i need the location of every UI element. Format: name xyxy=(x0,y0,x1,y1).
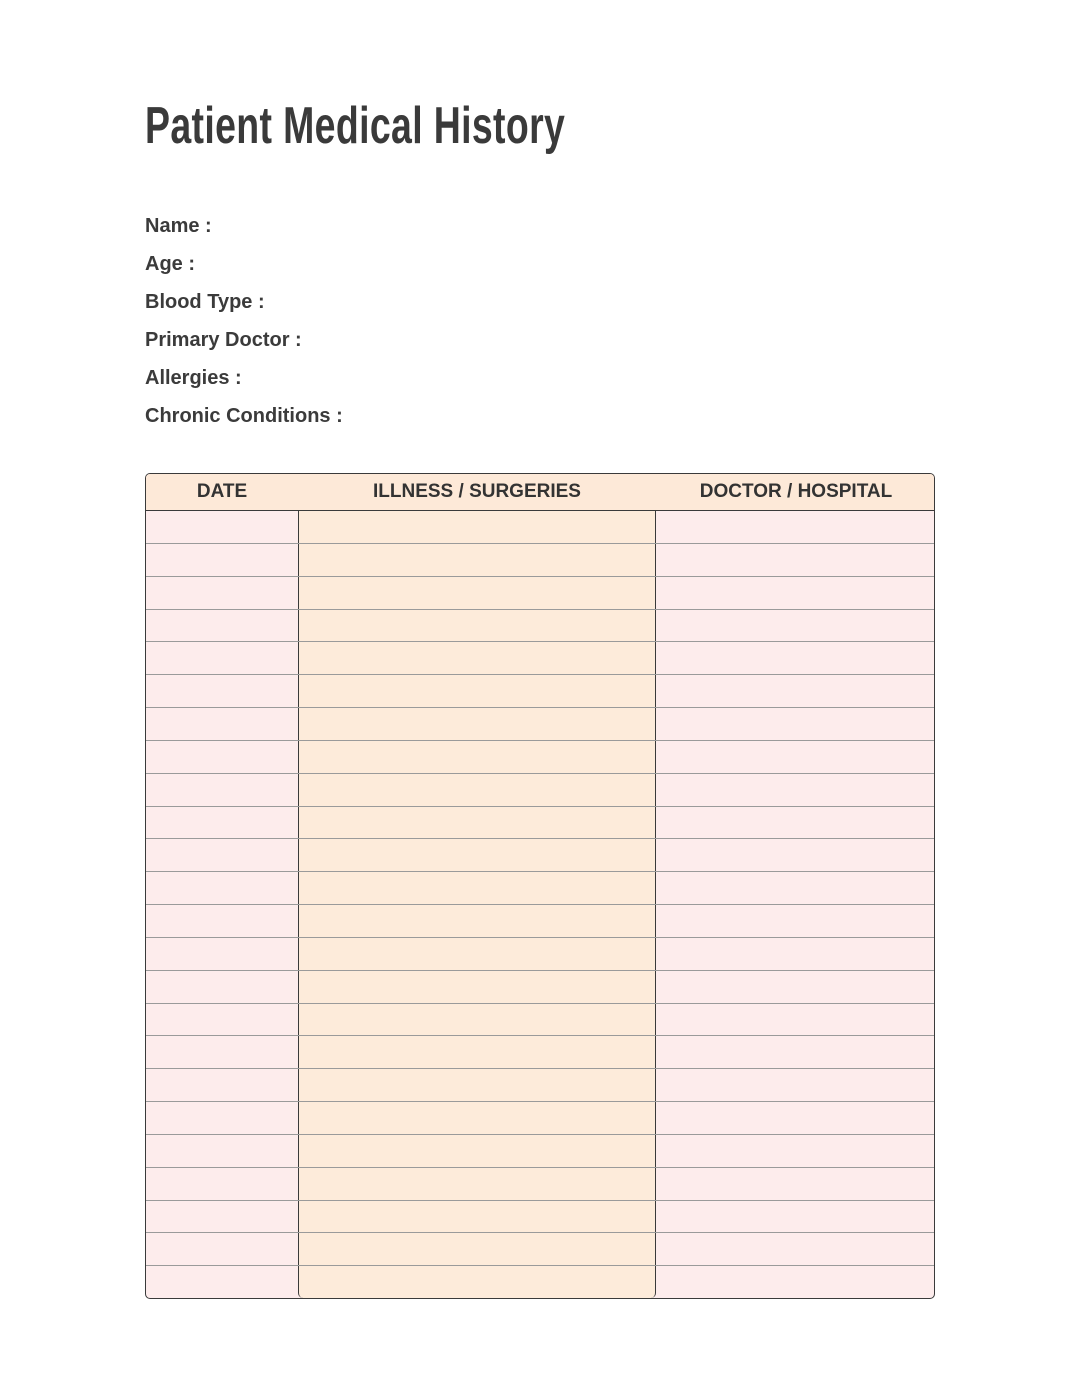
field-name-label: Name : xyxy=(145,215,212,237)
table-row-rule xyxy=(146,1068,934,1069)
table-row-rule xyxy=(146,674,934,675)
table-row-rule xyxy=(146,904,934,905)
patient-info-fields xyxy=(145,212,343,440)
field-chronic-conditions-label: Chronic Conditions : xyxy=(145,405,343,427)
table-row-rule xyxy=(146,1101,934,1102)
table-header xyxy=(146,474,934,511)
field-blood-type-label: Blood Type : xyxy=(145,291,265,313)
table-rows xyxy=(146,510,934,1298)
field-allergies-label: Allergies : xyxy=(145,367,242,389)
table-row-rule xyxy=(146,609,934,610)
table-row-rule xyxy=(146,576,934,577)
table-row-rule xyxy=(146,937,934,938)
table-row-rule xyxy=(146,806,934,807)
table-row-rule xyxy=(146,543,934,544)
medical-history-table xyxy=(145,473,935,1299)
table-row-rule xyxy=(146,1167,934,1168)
table-row-rule xyxy=(146,1265,934,1266)
table-row-rule xyxy=(146,871,934,872)
column-header-date: DATE xyxy=(196,481,248,502)
field-primary-doctor-label: Primary Doctor : xyxy=(145,329,302,351)
table-row-rule xyxy=(146,1003,934,1004)
page-title: Patient Medical History xyxy=(145,97,566,155)
table-row-rule xyxy=(146,970,934,971)
column-header-illness-surgeries: ILLNESS / SURGERIES xyxy=(373,481,581,502)
table-row-rule xyxy=(146,1200,934,1201)
table-row-rule xyxy=(146,1134,934,1135)
table-row-rule xyxy=(146,773,934,774)
table-row-rule xyxy=(146,641,934,642)
field-age-label: Age : xyxy=(145,253,195,275)
column-header-doctor-hospital: DOCTOR / HOSPITAL xyxy=(699,481,893,502)
table-row-rule xyxy=(146,740,934,741)
table-row-rule xyxy=(146,707,934,708)
table-row-rule xyxy=(146,838,934,839)
table-row-rule xyxy=(146,1232,934,1233)
table-row-rule xyxy=(146,1035,934,1036)
